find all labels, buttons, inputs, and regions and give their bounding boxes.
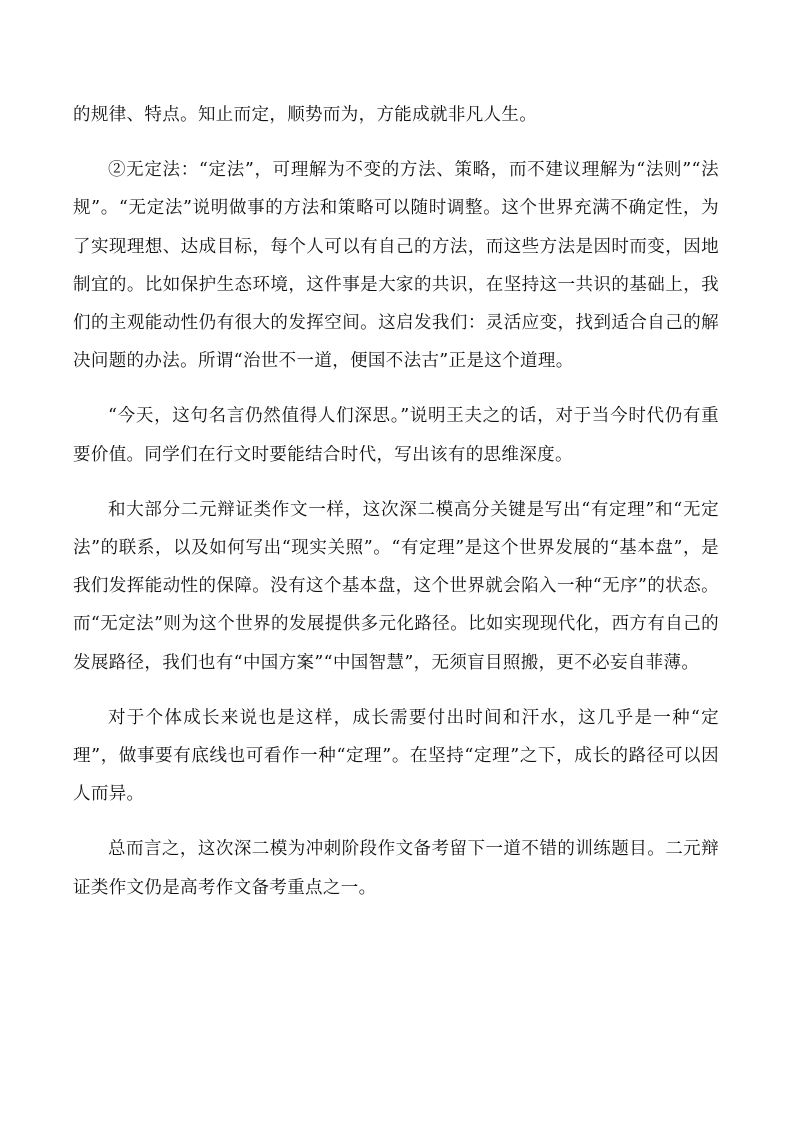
document-body xyxy=(73,96,719,907)
paragraph-dialectic-key: 和大部分二元辩证类作文一样，这次深二模高分关键是写出“有定理”和“无定法”的联系，以及如何写出“现实关照”。“有定理”是这个世界发展的“基本盘”，是我们发挥能动性的保障。没有这个基本盘，这个世界就会陷入一种“无序”的状态。而“无定法”则为这个世界的发展提供多元化路径。比如实现现代化，西方有自己的发展路径，我们也有“中国方案”“中国智慧”，无须盲目照搬，更不必妄自菲薄。 xyxy=(73,499,719,673)
paragraph-quote-analysis: “今天，这句名言仍然值得人们深思。”说明王夫之的话，对于当今时代仍有重要价值。同学们在行文时要能结合时代，写出该有的思维深度。 xyxy=(73,406,719,465)
paragraph-personal-growth: 对于个体成长来说也是这样，成长需要付出时间和汗水，这几乎是一种“定理”，做事要有底线也可看作一种“定理”。在坚持“定理”之下，成长的路径可以因人而异。 xyxy=(73,707,719,805)
paragraph-continuation: 的规律、特点。知止而定，顺势而为，方能成就非凡人生。 xyxy=(73,105,538,125)
paragraph-wu-ding-fa: ②无定法：“定法”，可理解为不变的方法、策略，而不建议理解为“法则”“法规”。“无定法”说明做事的方法和策略可以随时调整。这个世界充满不确定性，为了实现理想、达成目标，每个人可以有自己的方法，而这些方法是因时而变，因地制宜的。比如保护生态环境，这件事是大家的共识，在坚持这一共识的基础上，我们的主观能动性仍有很大的发挥空间。这启发我们：灵活应变，找到适合自己的解决问题的办法。所谓“治世不一道，便国不法古”正是这个道理。 xyxy=(73,160,719,372)
paragraph-conclusion: 总而言之，这次深二模为冲刺阶段作文备考留下一道不错的训练题目。二元辩证类作文仍是高考作文备考重点之一。 xyxy=(73,839,719,898)
